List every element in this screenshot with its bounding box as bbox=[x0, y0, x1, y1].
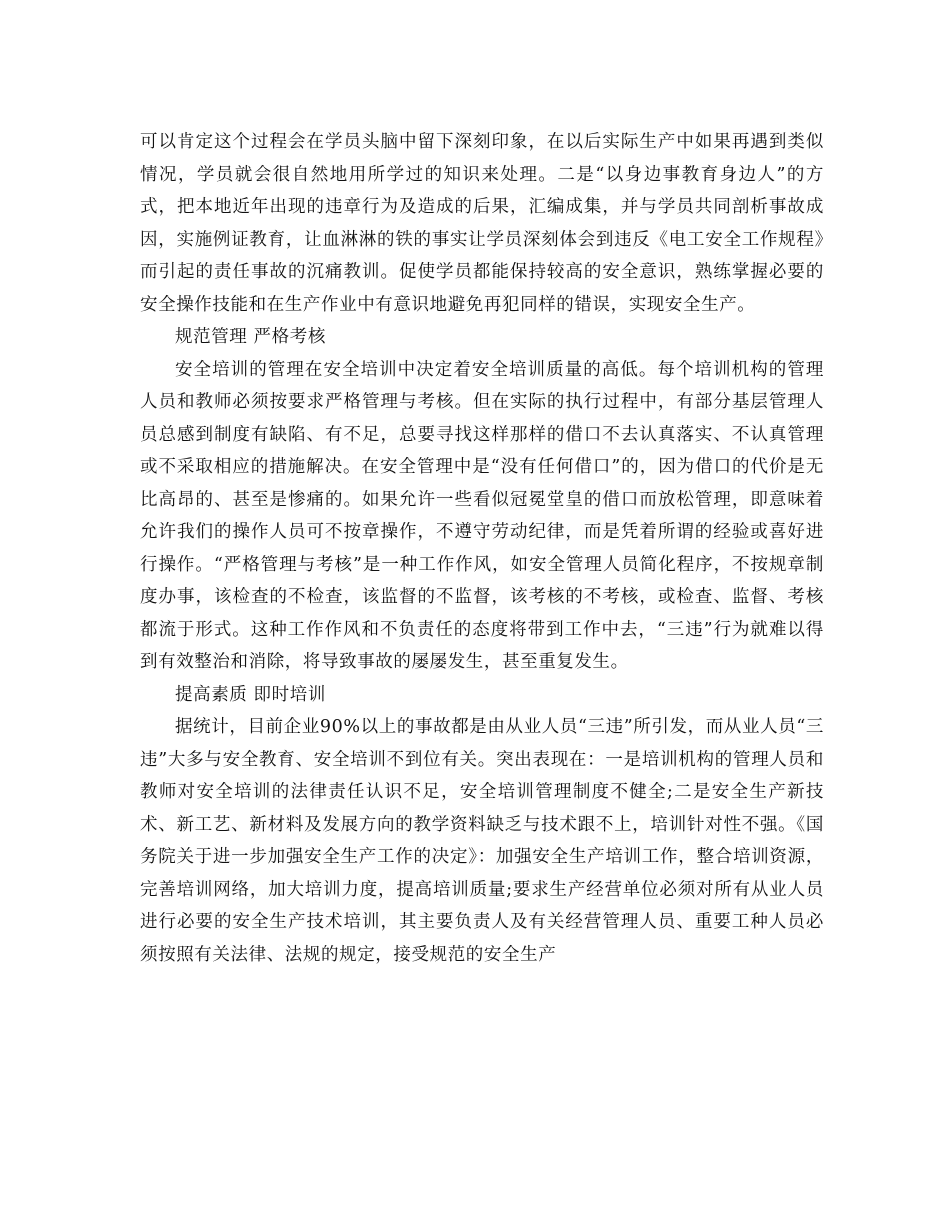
document-page bbox=[140, 126, 824, 971]
paragraph-management-assessment: 安全培训的管理在安全培训中决定着安全培训质量的高低。每个培训机构的管理人员和教师必须按要求严格管理与考核。但在实际的执行过程中，有部分基层管理人员总感到制度有缺陷、有不足，总要寻找这样那样的借口不去认真落实、不认真管理或不采取相应的措施解决。在安全管理中是“没有任何借口”的，因为借口的代价是无比高昂的、甚至是惨痛的。如果允许一些看似冠冕堂皇的借口而放松管理，即意味着允许我们的操作人员可不按章操作，不遵守劳动纪律，而是凭着所谓的经验或喜好进行操作。“严格管理与考核”是一种工作作风，如安全管理人员简化程序，不按规章制度办事，该检查的不检查，该监督的不监督，该考核的不考核，或检查、监督、考核都流于形式。这种工作作风和不负责任的态度将带到工作中去，“三违”行为就难以得到有效整治和消除，将导致事故的屡屡发生，甚至重复发生。 bbox=[140, 359, 824, 672]
paragraph-training-method: 可以肯定这个过程会在学员头脑中留下深刻印象，在以后实际生产中如果再遇到类似情况，学员就会很自然地用所学过的知识来处理。二是“以身边事教育身边人”的方式，把本地近年出现的违章行为及造成的后果，汇编成集，并与学员共同剖析事故成因，实施例证教育，让血淋淋的铁的事实让学员深刻体会到违反《电工安全工作规程》而引起的责任事故的沉痛教训。促使学员都能保持较高的安全意识，熟练掌握必要的安全操作技能和在生产作业中有意识地避免再犯同样的错误，实现安全生产。 bbox=[140, 132, 824, 315]
section-heading-management: 规范管理 严格考核 bbox=[175, 327, 326, 347]
paragraph-quality-training: 据统计，目前企业90%以上的事故都是由从业人员“三违”所引发，而从业人员“三违”大多与安全教育、安全培训不到位有关。突出表现在：一是培训机构的管理人员和教师对安全培训的法律责任认识不足，安全培训管理制度不健全;二是安全生产新技术、新工艺、新材料及发展方向的教学资料缺乏与技术跟不上，培训针对性不强。《国务院关于进一步加强安全生产工作的决定》：加强安全生产培训工作，整合培训资源，完善培训网络，加大培训力度，提高培训质量;要求生产经营单位必须对所有从业人员进行必要的安全生产技术培训，其主要负责人及有关经营管理人员、重要工种人员必须按照有关法律、法规的规定，接受规范的安全生产 bbox=[140, 717, 824, 965]
section-heading-quality: 提高素质 即时培训 bbox=[175, 684, 326, 705]
